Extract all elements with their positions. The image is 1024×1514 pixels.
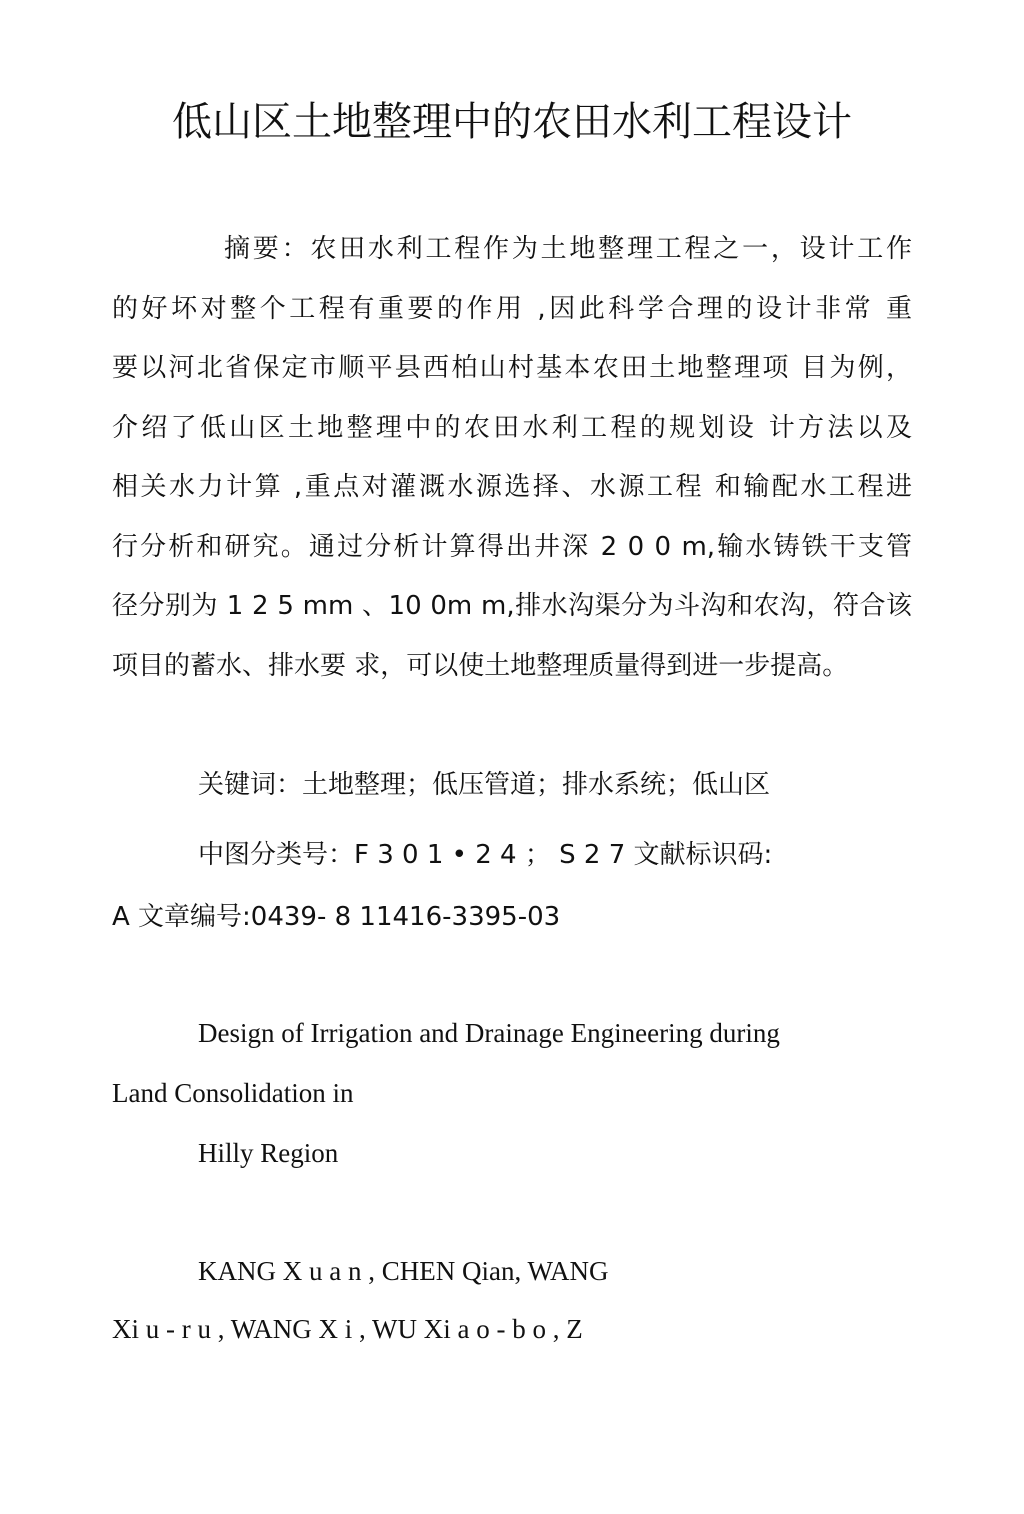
abstract-line: 行分析和研究。通过分析计算得出井深 2 0 0 m,输水铸铁干支管 xyxy=(112,531,912,562)
english-title-line: Design of Irrigation and Drainage Engineering during xyxy=(198,1018,780,1048)
classification-number: 中图分类号：F 3 0 1 • 2 4 ； S 2 7 文献标识码: xyxy=(198,840,773,870)
abstract-line: 径分别为 1 2 5 mm 、10 0m m,排水沟渠分为斗沟和农沟，符合该 xyxy=(112,591,912,621)
abstract-line: 介绍了低山区土地整理中的农田水利工程的规划设 计方法以及 xyxy=(112,412,912,443)
abstract-line: 项目的蓄水、排水要 求，可以使土地整理质量得到进一步提高。 xyxy=(112,650,849,681)
abstract-line: 摘要：农田水利工程作为土地整理工程之一，设计工作 xyxy=(224,234,912,264)
authors-line: Xi u - r u , WANG X i , WU Xi a o - b o , Z xyxy=(112,1314,583,1344)
abstract-paragraph xyxy=(112,220,912,696)
article-number: A 文章编号:0439- 8 11416-3395-03 xyxy=(112,902,561,932)
authors-line: KANG X u a n , CHEN Qian, WANG xyxy=(198,1256,609,1286)
english-title-line: Land Consolidation in xyxy=(112,1078,354,1108)
abstract-line: 相关水力计算 ,重点对灌溉水源选择、水源工程 和输配水工程进 xyxy=(112,472,912,502)
english-title-line: Hilly Region xyxy=(198,1138,339,1168)
document-title: 低山区土地整理中的农田水利工程设计 xyxy=(172,99,852,145)
abstract-line: 的好坏对整个工程有重要的作用 ,因此科学合理的设计非常 重 xyxy=(112,293,912,324)
keywords: 关键词：土地整理；低压管道；排水系统；低山区 xyxy=(198,770,771,800)
abstract-line: 要以河北省保定市顺平县西柏山村基本农田土地整理项 目为例， xyxy=(112,353,912,383)
